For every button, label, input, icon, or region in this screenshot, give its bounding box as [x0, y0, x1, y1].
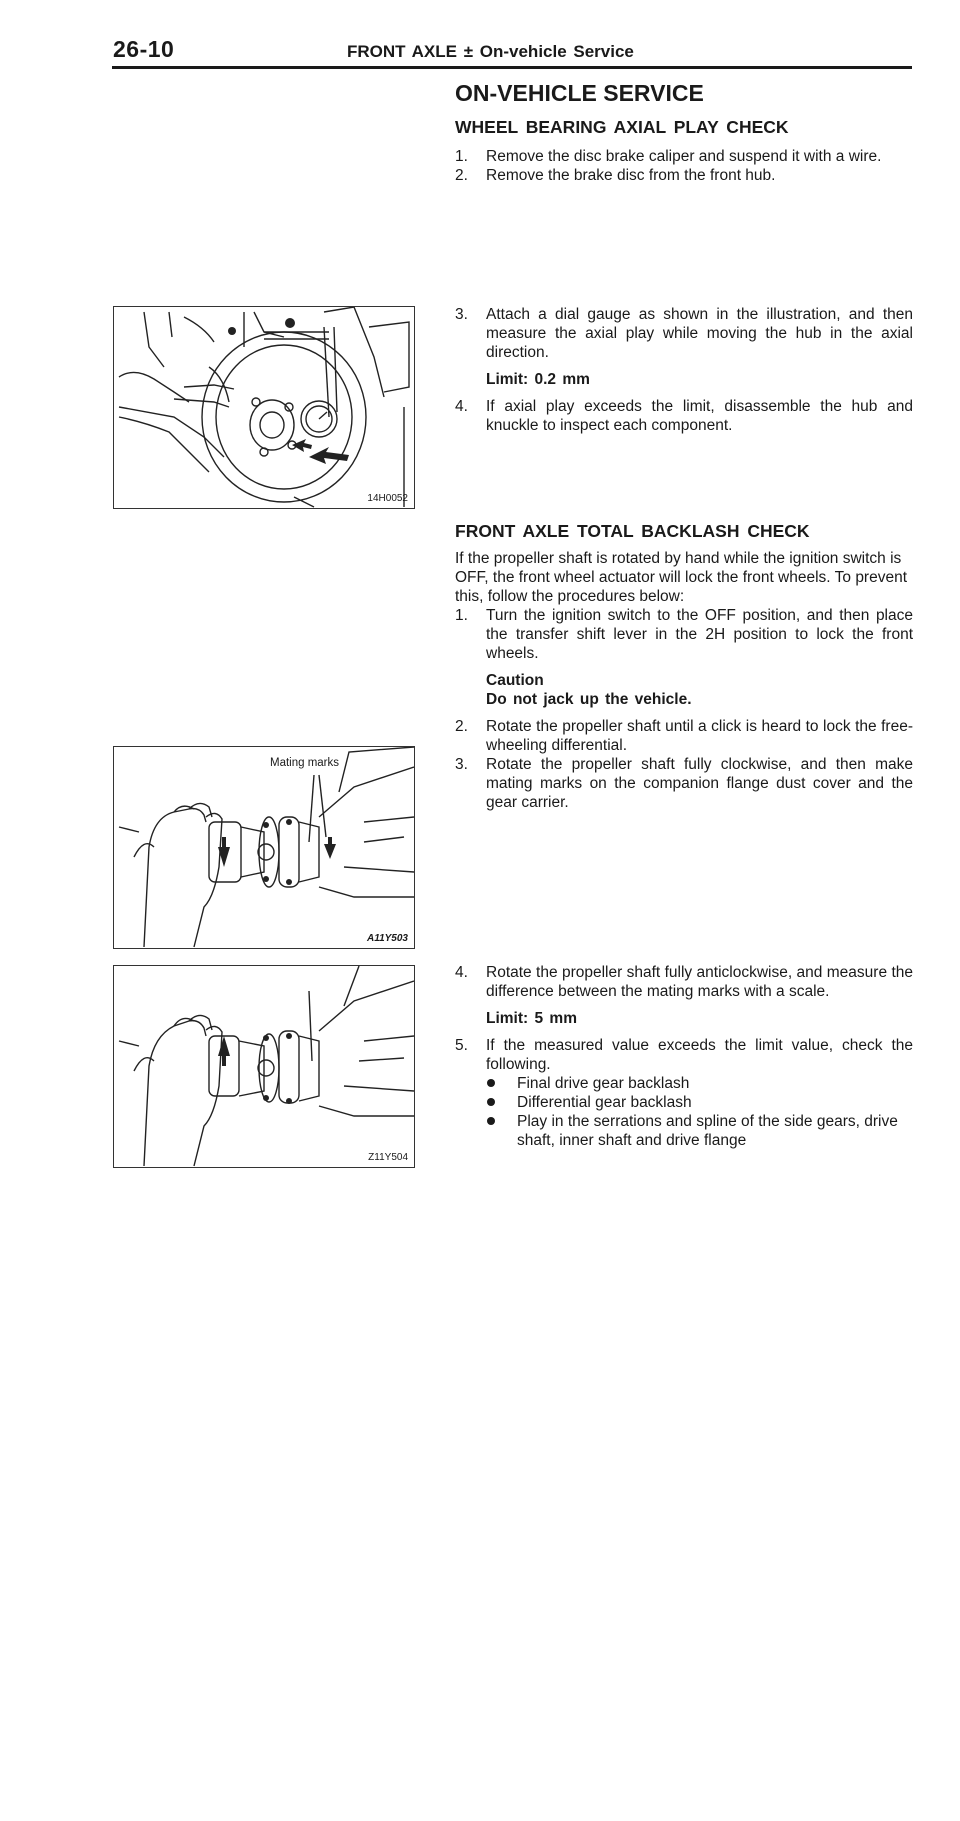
wheel-bearing-heading: WHEEL BEARING AXIAL PLAY CHECK — [455, 117, 789, 137]
figure-dial-gauge — [113, 306, 415, 509]
backlash-section-2 — [455, 963, 913, 1150]
wheel-bearing-limit: Limit: 0.2 mm — [486, 371, 590, 388]
wheel-bearing-step-1 — [455, 147, 913, 166]
figure-code: 14H0052 — [367, 493, 408, 504]
backlash-step-5 — [455, 1036, 913, 1074]
page-number: 26-10 — [113, 36, 175, 62]
backlash-limit: Limit: 5 mm — [486, 1010, 577, 1027]
wheel-bearing-section-2 — [455, 305, 913, 435]
caution-note — [455, 671, 913, 709]
backlash-step-4 — [455, 963, 913, 1001]
list-item-text: Final drive gear backlash — [517, 1075, 690, 1092]
bullet-icon — [487, 1098, 495, 1106]
backlash-section — [455, 522, 913, 812]
figure-code: Z11Y504 — [368, 1152, 408, 1163]
step-number: 4. — [455, 398, 468, 415]
step-number: 5. — [455, 1037, 468, 1054]
list-item — [486, 1074, 913, 1093]
step-number: 2. — [455, 718, 468, 735]
anticlockwise-illustration — [114, 966, 414, 1167]
check-list — [455, 1074, 913, 1150]
step-number: 1. — [455, 607, 468, 624]
mating-marks-label: Mating marks — [270, 757, 340, 769]
list-item-text: Differential gear backlash — [517, 1094, 692, 1111]
step-text: Rotate the propeller shaft until a click is heard to lock the free-wheeling differential. — [486, 718, 913, 754]
wheel-bearing-step-2 — [455, 166, 913, 185]
list-item-text: Play in the serrations and spline of the side gears, drive shaft, inner shaft and drive flange — [517, 1113, 898, 1149]
dial-gauge-illustration — [114, 307, 414, 508]
caution-title: Caution — [486, 672, 544, 689]
step-text: If the measured value exceeds the limit value, check the following. — [486, 1037, 913, 1073]
step-text: Remove the disc brake caliper and suspend it with a wire. — [486, 148, 882, 165]
bullet-icon — [487, 1117, 495, 1125]
list-item — [486, 1112, 913, 1150]
step-number: 4. — [455, 964, 468, 981]
backlash-step-3 — [455, 755, 913, 812]
mating-marks-illustration — [114, 747, 414, 948]
step-text: If axial play exceeds the limit, disassemble the hub and knuckle to inspect each component. — [486, 398, 913, 434]
wheel-bearing-step-3 — [455, 305, 913, 362]
caution-text: Do not jack up the vehicle. — [486, 691, 692, 708]
backlash-step-1 — [455, 606, 913, 663]
backlash-heading: FRONT AXLE TOTAL BACKLASH CHECK — [455, 521, 810, 541]
step-text: Rotate the propeller shaft fully clockwise, and then make mating marks on the companion flange dust cover and the gear carrier. — [486, 756, 913, 811]
main-title: ON-VEHICLE SERVICE — [455, 80, 704, 106]
step-number: 3. — [455, 306, 468, 323]
figure-anticlockwise — [113, 965, 415, 1168]
section-title: FRONT AXLE ± On-vehicle Service — [347, 42, 634, 61]
wheel-bearing-section — [455, 118, 913, 185]
step-number: 2. — [455, 167, 468, 184]
bullet-icon — [487, 1079, 495, 1087]
header-rule — [112, 66, 912, 69]
step-text: Remove the brake disc from the front hub. — [486, 167, 776, 184]
step-text: Turn the ignition switch to the OFF position, and then place the transfer shift lever in the 2H position to lock the front wheels. — [486, 607, 913, 662]
page-header — [0, 0, 960, 70]
figure-code: A11Y503 — [367, 933, 408, 944]
list-item — [486, 1093, 913, 1112]
step-number: 1. — [455, 148, 468, 165]
wheel-bearing-step-4 — [455, 397, 913, 435]
step-text: Rotate the propeller shaft fully anticlockwise, and measure the difference between the mating marks with a scale. — [486, 964, 913, 1000]
backlash-intro: If the propeller shaft is rotated by hand while the ignition switch is OFF, the front wheel actuator will lock the front wheels. To prevent this, follow the procedures below: — [455, 550, 908, 605]
figure-mating-marks — [113, 746, 415, 949]
step-number: 3. — [455, 756, 468, 773]
backlash-step-2 — [455, 717, 913, 755]
step-text: Attach a dial gauge as shown in the illustration, and then measure the axial play while moving the hub in the axial direction. — [486, 306, 913, 361]
